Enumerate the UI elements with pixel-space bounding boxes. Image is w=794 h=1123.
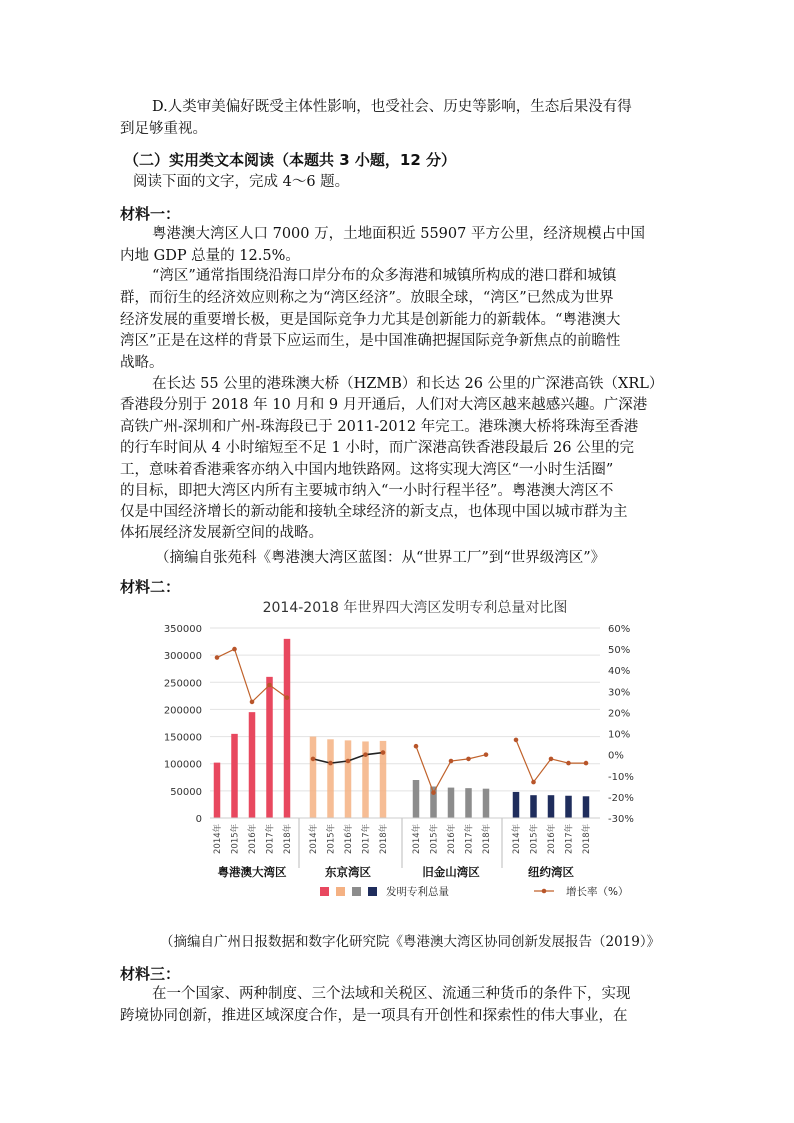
y2-tick-label: 50% [608, 645, 631, 657]
x-tick-label: 2017年 [564, 823, 575, 854]
material3-label: 材料三： [120, 965, 181, 983]
x-tick-label: 2017年 [464, 823, 475, 854]
growth-point [328, 761, 333, 766]
x-tick-label: 2018年 [379, 823, 389, 854]
m1-line: 经济发展的重要增长极，更是国际竞争力尤其是创新能力的新载体。“粤港澳大 [120, 312, 621, 328]
m1-line: 粤港澳大湾区人口 7000 万，土地面积近 55907 平方公里，经济规模占中国 [152, 226, 645, 242]
y2-tick-label: 60% [608, 624, 631, 635]
bar [565, 796, 572, 818]
bar [266, 677, 273, 818]
x-tick-label: 2014年 [309, 823, 319, 854]
legend-bars-label: 发明专利总量 [386, 886, 449, 898]
y-tick-label: 50000 [170, 786, 202, 798]
m1-line: 群，而衍生的经济效应则称之为“湾区经济”。放眼全球，“湾区”已然成为世界 [120, 290, 614, 306]
growth-line [416, 746, 486, 792]
y-tick-label: 0 [195, 814, 202, 825]
growth-point [311, 757, 316, 762]
option-d-line2: 到足够重视。 [120, 121, 207, 137]
x-tick-label: 2016年 [547, 823, 557, 854]
growth-point [250, 700, 255, 705]
x-tick-label: 2018年 [283, 823, 293, 854]
m1-line: 香港段分别于 2018 年 10 月和 9 月开通后，人们对大湾区越来越感兴趣。广深港 [120, 397, 648, 413]
bar [513, 792, 520, 818]
section-instruction: 阅读下面的文字，完成 4～6 题。 [133, 174, 350, 190]
m3-line: 在一个国家、两种制度、三个法域和关税区、流通三种货币的条件下，实现 [152, 986, 631, 1002]
legend-swatch [320, 887, 329, 896]
bar [548, 795, 555, 818]
growth-point [566, 761, 571, 766]
material1-label: 材料一： [120, 205, 181, 223]
bar [465, 788, 472, 818]
bar [583, 796, 590, 818]
m1-line: 内地 GDP 总量的 12.5%。 [120, 248, 300, 264]
x-tick-label: 2016年 [447, 823, 457, 854]
m3-line: 跨境协同创新，推进区域深度合作，是一项具有开创性和探索性的伟大事业，在 [120, 1008, 628, 1024]
x-tick-label: 2016年 [344, 823, 354, 854]
y2-tick-label: 10% [608, 729, 631, 741]
x-tick-label: 2014年 [213, 823, 223, 854]
m1-line: 的目标，即把大湾区内所有主要城市纳入“一小时行程半径”。粤港澳大湾区不 [120, 483, 614, 499]
bar [214, 763, 221, 818]
bar [327, 739, 334, 818]
m1-line: 战略。 [120, 355, 164, 371]
y2-tick-label: 20% [608, 708, 631, 720]
y-tick-label: 200000 [163, 705, 202, 717]
growth-point [584, 761, 589, 766]
legend-line-dot [542, 889, 547, 894]
x-tick-label: 2018年 [482, 823, 492, 854]
bar [310, 737, 317, 818]
material2-source: （摘编自广州日报数据和数字化研究院《粤港澳大湾区协同创新发展报告（2019）》 [160, 934, 661, 950]
bar [231, 734, 238, 818]
x-tick-label: 2014年 [512, 823, 522, 854]
legend-swatch [368, 887, 377, 896]
patent-chart [150, 592, 650, 912]
growth-line [217, 649, 287, 702]
bar [448, 788, 455, 818]
m1-line: 工，意味着香港乘客亦纳入中国内地铁路网。这将实现大湾区“一小时生活圈” [120, 462, 614, 478]
bar [413, 780, 420, 818]
x-tick-label: 2015年 [529, 823, 540, 854]
material2-label: 材料二： [120, 578, 181, 596]
m1-line: 的行车时间从 4 小时缩短至不足 1 小时，而广深港高铁香港段最后 26 公里的完 [120, 440, 635, 456]
x-tick-label: 2015年 [429, 823, 440, 854]
x-tick-label: 2016年 [248, 823, 258, 854]
growth-point [449, 759, 454, 764]
bar [345, 740, 352, 818]
growth-point [484, 752, 489, 757]
growth-point [381, 750, 386, 755]
m1-line: “湾区”通常指围绕沿海口岸分布的众多海港和城镇所构成的港口群和城镇 [152, 268, 617, 284]
m1-line: 湾区”正是在这样的背景下应运而生，是中国准确把握国际竞争新焦点的前瞻性 [120, 333, 621, 349]
growth-point [267, 683, 272, 688]
group-label: 旧金山湾区 [422, 865, 480, 879]
legend-swatch [336, 887, 345, 896]
y-tick-label: 300000 [163, 651, 202, 663]
x-tick-label: 2014年 [412, 823, 422, 854]
x-tick-label: 2017年 [361, 823, 372, 854]
x-tick-label: 2017年 [265, 823, 276, 854]
material1-source: （摘编自张苑科《粤港澳大湾区蓝图：从“世界工厂”到“世界级湾区”》 [155, 550, 606, 566]
growth-point [363, 752, 368, 757]
growth-point [431, 790, 436, 795]
y2-tick-label: -10% [608, 771, 634, 783]
growth-point [466, 757, 471, 762]
m1-line: 高铁广州-深圳和广州-珠海段已于 2011-2012 年完工。港珠澳大桥将珠海至香港 [120, 419, 639, 435]
chart-title: 2014-2018 年世界四大湾区发明专利总量对比图 [262, 600, 568, 616]
bar [530, 795, 537, 818]
y-tick-label: 150000 [163, 732, 202, 744]
y-tick-label: 250000 [163, 678, 202, 690]
y2-tick-label: 40% [608, 666, 631, 678]
legend-line-label: 增长率（%） [566, 886, 629, 898]
growth-point [285, 695, 290, 700]
option-d-line1: D.人类审美偏好既受主体性影响，也受社会、历史等影响，生态后果没有得 [152, 99, 632, 115]
bar [483, 789, 490, 818]
m1-line: 在长达 55 公里的港珠澳大桥（HZMB）和长达 26 公里的广深港高铁（XRL） [152, 376, 664, 392]
growth-point [414, 744, 419, 749]
y2-tick-label: 0% [608, 750, 624, 762]
bar [284, 639, 291, 818]
section-heading: （二）实用类文本阅读（本题共 3 小题，12 分） [124, 151, 456, 169]
y2-tick-label: -20% [608, 792, 634, 804]
growth-point [514, 738, 519, 743]
x-tick-label: 2015年 [230, 823, 241, 854]
bar [249, 712, 256, 818]
growth-point [549, 757, 554, 762]
group-label: 纽约湾区 [528, 865, 574, 879]
group-label: 东京湾区 [325, 865, 371, 879]
x-tick-label: 2018年 [582, 823, 592, 854]
group-label: 粤港澳大湾区 [217, 865, 287, 879]
growth-point [232, 647, 237, 652]
m1-line: 仅是中国经济增长的新动能和接轨全球经济的新支点，也体现中国以城市群为主 [120, 504, 628, 520]
growth-point [531, 780, 536, 785]
y2-tick-label: -30% [608, 814, 634, 825]
m1-line: 体拓展经济发展新空间的战略。 [120, 525, 323, 541]
legend-swatch [352, 887, 361, 896]
y2-tick-label: 30% [608, 687, 631, 699]
x-tick-label: 2015年 [326, 823, 337, 854]
y-tick-label: 100000 [163, 759, 202, 771]
y-tick-label: 350000 [163, 624, 202, 635]
growth-point [346, 759, 351, 764]
growth-point [215, 655, 220, 660]
